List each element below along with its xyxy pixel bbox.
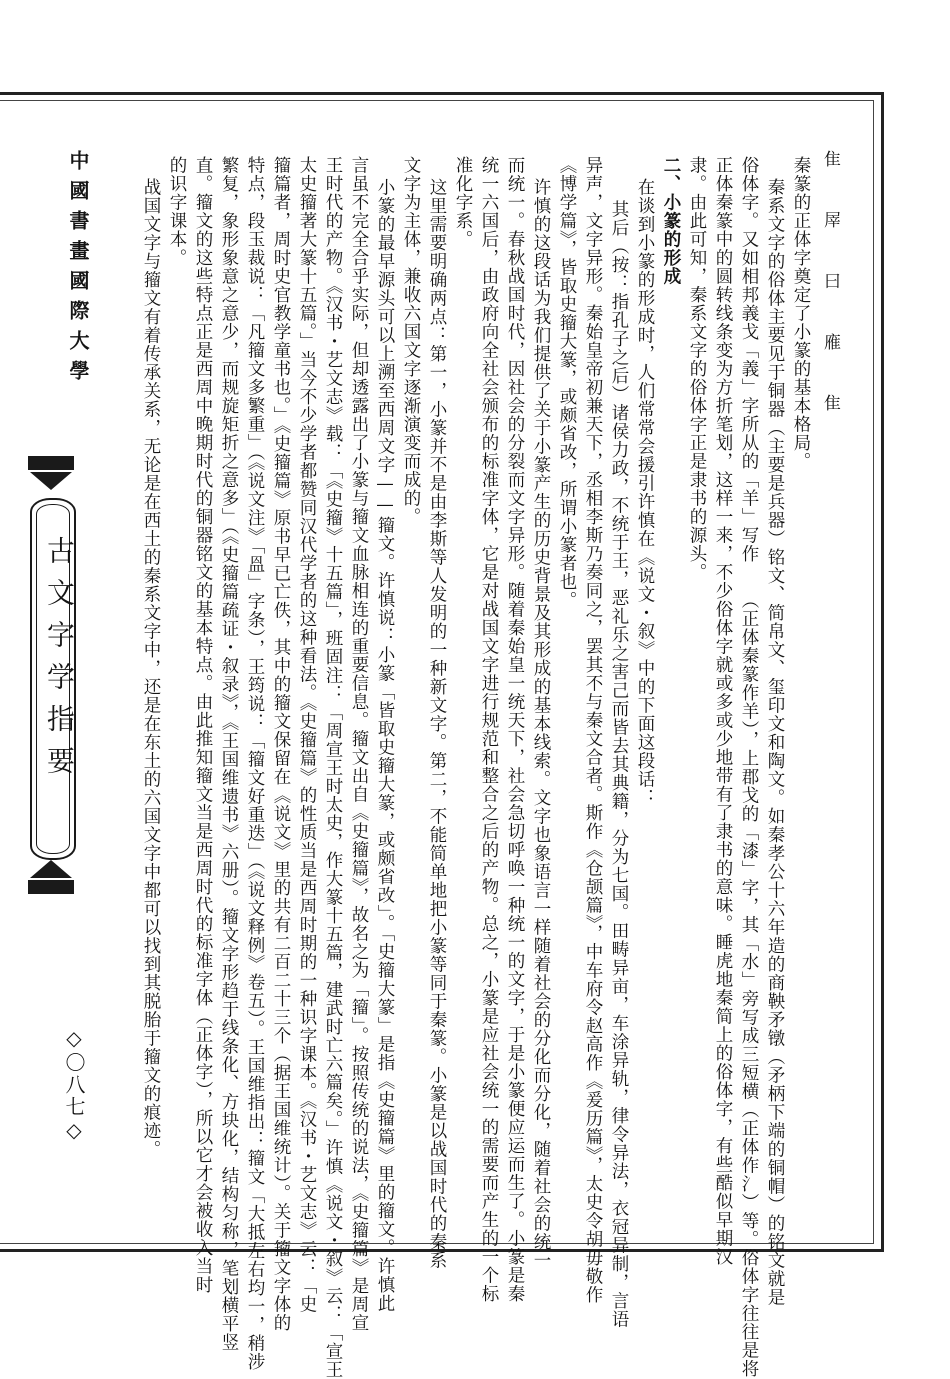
text-column: 繁复，象形象意之意少，而规旋矩折之意多」（《史籀篇疏证・叙录》，《王国维遗书》六册）。籀文字形趋于线条化、方块化，结构匀称，笔划横平竖 — [219, 156, 239, 1352]
text-column: 直。籀文的这些特点正是西周中晚期时代的铜器铭文的基本特点。由此推知籀文当是西周时代的标准字体（正体字），所以它才会被收入当时 — [193, 156, 213, 1295]
text-column: 这里需要明确两点：第一，小篆并不是由李斯等人发明的一种新文字。第二，不能简单地把小篆等同于秦篆。小篆是以战国时代的秦系 — [427, 178, 447, 1270]
text-column: 秦系文字的俗体主要见于铜器（主要是兵器）铭文、简帛文、玺印文和陶文。如秦孝公十六年造的商鞅矛镦（矛柄下端的铜帽）的铭文就是 — [765, 178, 785, 1307]
quote-column: 《博学篇》，皆取史籀大篆，或颇省改，所谓小篆者也。 — [557, 156, 577, 610]
university-name: 中國書畫國際大學 — [66, 150, 90, 390]
book-title: 古文字学指要 — [43, 536, 76, 788]
text-column: 战国文字与籀文有着传承关系，无论是在西土的秦系文字中，还是在东土的六国文字中都可以找到其脱胎于籀文的痕迹。 — [141, 178, 161, 1159]
text-column: 统一六国后，由政府向全社会颁布的标准字体，它是对战国文字进行规范和整合之后的产物。总之，小篆是应社会统一的需要而产生的一个标 — [479, 156, 499, 1303]
text-column: 许慎的这段话为我们提供了关于小篆产生的历史背景及其形成的基本线索。文字也象语言一样随着社会的分化而分化，随着社会的统一 — [531, 178, 551, 1270]
text-column: 俗体字。又如相邦義戈「義」字所从的「羊」写作 （正体秦篆作羊），上郡戈的「漆」字，其「水」旁写成三短横（正体作氵）等。俗体字往往是将 — [739, 156, 759, 1378]
text-column: 言虽不完全合乎实际，但却透露出了小篆与籀文血脉相连的重要信息。籀文出自《史籀篇》，故名之为「籀」。按照传统的说法，《史籀篇》是周宣 — [349, 156, 369, 1333]
text-column: 籀篇者，周时史官教学童书也。」《史籀篇》原书早已亡佚，其中的籀文保留在《说文》里的共有二百二十三个（据王国维统计）。关于籀文字体的 — [271, 156, 291, 1333]
text-column: 隶。由此可知，秦系文字的俗体字正是隶书的源头。 — [687, 156, 707, 582]
text-column: 在谈到小篆的形成时，人们常常会援引许慎在《说文・叙》中的下面这段话： — [635, 178, 655, 807]
seal-script-characters: 隹 屖 曰 䧹 隹 — [820, 150, 840, 423]
ornament-triangle-top — [30, 472, 72, 490]
text-column: 文字为主体，兼收六国文字逐渐演变而成的。 — [401, 156, 421, 526]
quote-column: 异声，文字异形。秦始皇帝初兼天下，丞相李斯乃奏同之，罢其不与秦文合者。斯作《仓颉篇》，中车府令赵高作《爰历篇》，太史令胡毋敬作 — [583, 156, 603, 1304]
text-column: 而统一。春秋战国时代，因社会的分裂而文字异形。随着秦始皇一统天下，社会急切呼唤一种统一的文字，于是小篆便应运而生了。小篆是秦 — [505, 156, 525, 1303]
ornament-bar-top — [28, 456, 74, 470]
text-column: 太史籀著大篆十五篇。」当今不少学者都赞同汉代学者的这种看法。《史籀篇》的性质当是西周时期的一种识字课本。《汉书・艺文志》云：「史 — [297, 156, 317, 1314]
text-column: 的识字课本。 — [167, 156, 187, 267]
text-column: 小篆的最早源头可以上溯至西周文字——籀文。许慎说：小篆「皆取史籀大篆，或颇省改」。「史籀大篆」是指《史籀篇》里的籀文。许慎此 — [375, 178, 395, 1313]
text-column: 正体秦篆中的圆转线条变为方折笔划，这样一来，不少俗体字就或多或少地带有了隶书的意味。睡虎地秦简上的俗体字，有些酷似早期汉 — [713, 156, 733, 1266]
quote-column: 其后（按：指孔子之后）诸侯力政，不统于王，恶礼乐之害己而皆去其典籍，分为七国。田畴异亩，车涂异轨，律令异法，衣冠异制，言语 — [609, 200, 629, 1329]
section-heading: 二、小篆的形成 — [661, 156, 681, 286]
text-column: 秦篆的正体字奠定了小篆的基本格局。 — [791, 156, 811, 471]
page-number: ◇〇八七◇ — [62, 1026, 86, 1144]
text-column: 准化字系。 — [453, 156, 473, 249]
text-column: 王时代的产物。《汉书・艺文志》载：「《史籀》十五篇」，班固注：「周宣王时太史，作大篆十五篇，建武时亡六篇矣。」许慎《说文・叙》云：「宣王 — [323, 156, 343, 1379]
ornament-bar-bottom — [28, 880, 74, 894]
ornament-triangle-bottom — [30, 860, 72, 878]
text-column: 特点，段玉裁说：「凡籀文多繁重」（《说文注》「𥁕」字条），王筠说：「籀文好重迭」（《说文释例》卷五）。王国维指出：籀文「大抵左右均一，稍涉 — [245, 156, 265, 1372]
